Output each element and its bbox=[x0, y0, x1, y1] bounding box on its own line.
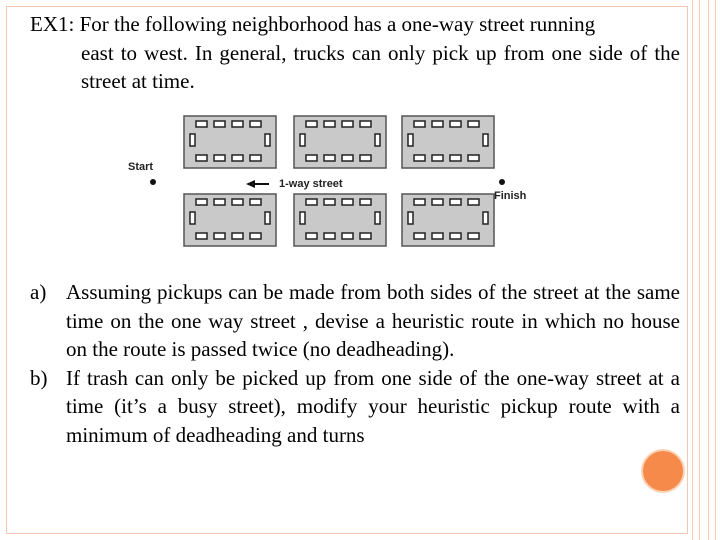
block-bottom-right bbox=[402, 194, 494, 246]
decorative-orange-circle bbox=[641, 449, 685, 493]
question-a bbox=[30, 278, 680, 364]
start-point bbox=[150, 179, 156, 185]
question-b bbox=[30, 364, 680, 450]
question-a-label: a) bbox=[30, 280, 47, 304]
neighborhood-diagram bbox=[122, 108, 542, 250]
block-bottom-left bbox=[184, 194, 276, 246]
street-label: 1-way street bbox=[279, 178, 343, 190]
block-top-middle bbox=[294, 116, 386, 168]
question-b-text: If trash can only be picked up from one side of the one-way street at a time (it’s a busy street), modify your heuristic pickup route with a minimum of deadheading and turns bbox=[66, 365, 680, 447]
block-top-left bbox=[184, 116, 276, 168]
question-a-text: Assuming pickups can be made from both sides of the street at the same time on the one way street , devise a heuristic route in which no house on the route is passed twice (no deadheading). bbox=[66, 280, 680, 361]
start-label: Start bbox=[128, 161, 154, 173]
finish-point bbox=[499, 179, 505, 185]
intro-rest: east to west. In general, trucks can only pick up from one side of the street at time. bbox=[81, 40, 680, 93]
block-bottom-middle bbox=[294, 194, 386, 246]
exercise-intro bbox=[30, 10, 680, 96]
one-way-arrow bbox=[246, 180, 269, 188]
finish-label: Finish bbox=[494, 190, 527, 202]
block-top-right bbox=[402, 116, 494, 168]
questions bbox=[30, 278, 680, 449]
question-b-label: b) bbox=[30, 365, 48, 390]
intro-first-line: EX1: For the following neighborhood has a one-way street running bbox=[30, 12, 596, 36]
slide-side-border bbox=[692, 0, 716, 540]
